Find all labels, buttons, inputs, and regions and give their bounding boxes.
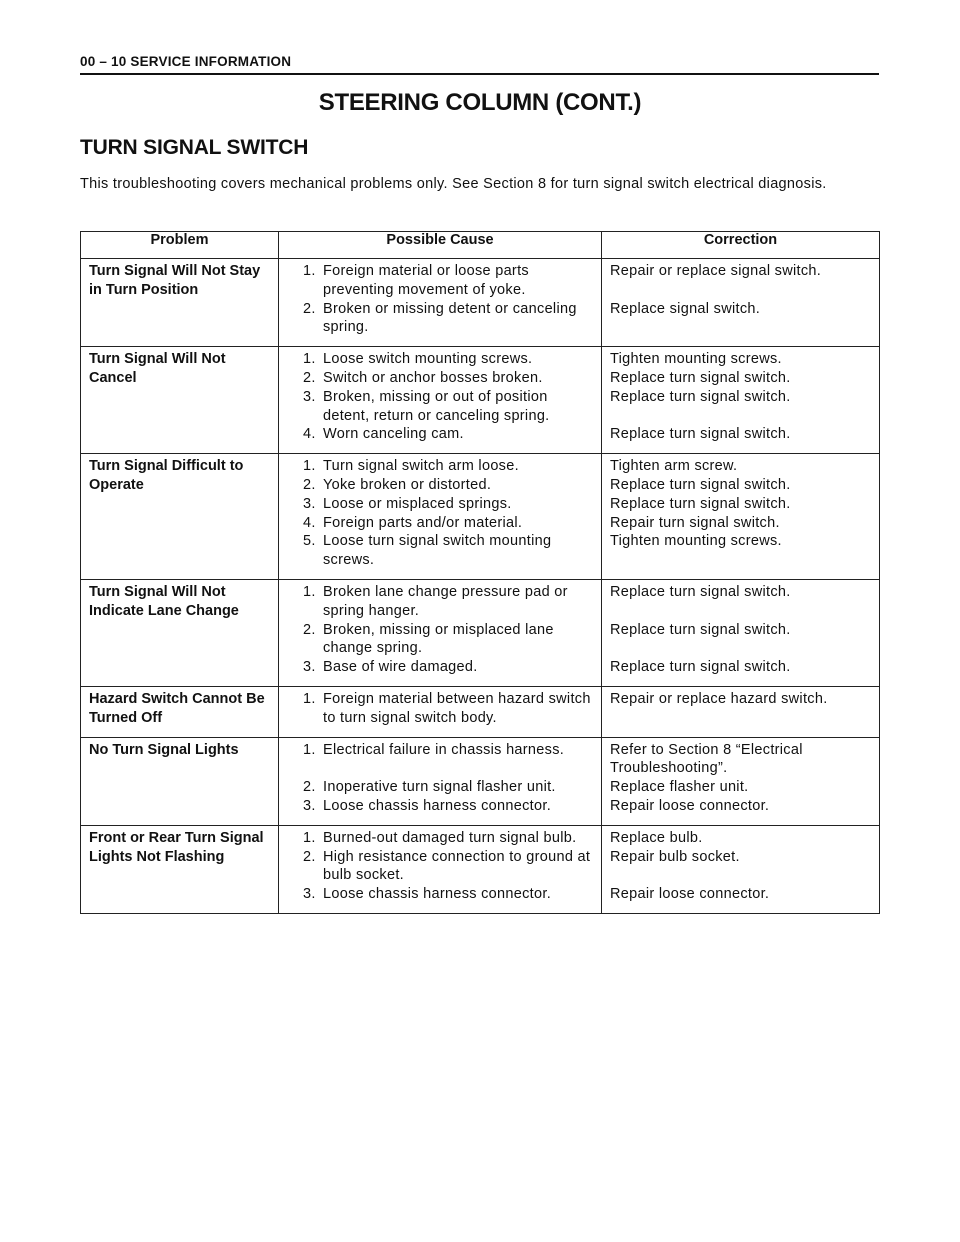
header-rule (80, 73, 879, 75)
cause-list (287, 583, 595, 677)
correction-cell (602, 825, 880, 913)
cause-list (287, 262, 595, 337)
cause-number: 1. (303, 583, 316, 600)
correction-item: Replace turn signal switch. (610, 495, 791, 512)
correction-item: Replace signal switch. (610, 300, 761, 317)
correction-item: Replace turn signal switch. (610, 388, 791, 405)
table-row (81, 347, 880, 454)
problem-cell: No Turn Signal Lights (81, 737, 279, 825)
cause-number: 2. (303, 369, 316, 386)
cause-cell (279, 825, 602, 913)
correction-item: Replace flasher unit. (610, 779, 749, 796)
cause-text: Turn signal switch arm loose. (323, 458, 519, 475)
cause-cell (279, 259, 602, 347)
table-header-row (81, 232, 880, 259)
cause-number: 3. (303, 388, 316, 405)
table-row (81, 454, 880, 580)
cause-text: Foreign material or loose parts preventing movement of yoke. (323, 263, 529, 298)
cause-list (287, 741, 595, 816)
cause-text (323, 759, 595, 778)
section-title: TURN SIGNAL SWITCH (80, 136, 309, 159)
problem-cell: Front or Rear Turn Signal Lights Not Flashing (81, 825, 279, 913)
cause-text: Loose chassis harness connector. (323, 886, 552, 903)
page-header: 00 – 10 SERVICE INFORMATION (80, 54, 292, 69)
correction-item (610, 281, 873, 300)
cause-text: Foreign material between hazard switch to turn signal switch body. (323, 690, 591, 726)
cause-number: 2. (303, 848, 316, 865)
cause-item (303, 741, 595, 760)
cause-number: 1. (303, 690, 316, 707)
cause-item (303, 425, 595, 444)
correction-item: Replace turn signal switch. (610, 476, 791, 493)
cause-number: 3. (303, 495, 316, 512)
correction-item (610, 639, 873, 658)
cause-number: 4. (303, 426, 316, 443)
cause-list (287, 457, 595, 570)
correction-item: Repair loose connector. (610, 797, 770, 814)
cause-item (303, 885, 595, 904)
cause-number (303, 759, 323, 778)
problem-cell: Turn Signal Difficult to Operate (81, 454, 279, 580)
cause-item (303, 495, 595, 514)
correction-cell (602, 686, 880, 737)
correction-item: Tighten mounting screws. (610, 351, 782, 368)
header-possible-cause: Possible Cause (279, 232, 602, 259)
cause-list (287, 350, 595, 444)
correction-item: Repair or replace signal switch. (610, 263, 822, 279)
cause-number: 3. (303, 659, 316, 676)
cause-cell (279, 579, 602, 686)
cause-text: Yoke broken or distorted. (323, 476, 492, 493)
cause-number: 1. (303, 458, 316, 475)
cause-number: 4. (303, 514, 316, 531)
cause-cell (279, 454, 602, 580)
table-row (81, 579, 880, 686)
cause-item (303, 262, 595, 300)
problem-cell: Hazard Switch Cannot Be Turned Off (81, 686, 279, 737)
cause-text: Foreign parts and/or material. (323, 514, 523, 531)
cause-item (303, 759, 595, 778)
cause-item (303, 388, 595, 426)
problem-cell: Turn Signal Will Not Cancel (81, 347, 279, 454)
correction-item: Replace turn signal switch. (610, 583, 791, 600)
intro-paragraph: This troubleshooting covers mechanical problems only. See Section 8 for turn signal switch electrical diagnosis. (80, 176, 827, 192)
cause-cell (279, 347, 602, 454)
cause-text: Loose switch mounting screws. (323, 351, 533, 368)
cause-text: Loose or misplaced springs. (323, 495, 512, 512)
cause-text: Loose chassis harness connector. (323, 797, 552, 814)
cause-text: Inoperative turn signal flasher unit. (323, 779, 556, 796)
cause-number: 2. (303, 779, 316, 796)
cause-text: Electrical failure in chassis harness. (323, 741, 565, 758)
correction-cell (602, 737, 880, 825)
correction-item: Replace turn signal switch. (610, 369, 791, 386)
table-row (81, 825, 880, 913)
problem-cell: Turn Signal Will Not Indicate Lane Change (81, 579, 279, 686)
correction-item (610, 407, 873, 426)
cause-item (303, 621, 595, 659)
cause-item (303, 829, 595, 848)
cause-cell (279, 686, 602, 737)
cause-list (287, 690, 595, 728)
header-problem: Problem (81, 232, 279, 259)
cause-text: Burned-out damaged turn signal bulb. (323, 829, 577, 846)
correction-item: Tighten mounting screws. (610, 533, 782, 550)
table-row (81, 737, 880, 825)
cause-number: 2. (303, 621, 316, 638)
cause-text: Broken or missing detent or canceling spring. (323, 300, 577, 336)
table-body (81, 259, 880, 914)
cause-cell (279, 737, 602, 825)
correction-item: Replace turn signal switch. (610, 659, 791, 676)
cause-item (303, 658, 595, 677)
cause-number: 1. (303, 351, 316, 368)
correction-item: Repair turn signal switch. (610, 514, 780, 531)
cause-text: Switch or anchor bosses broken. (323, 369, 543, 386)
correction-cell (602, 259, 880, 347)
correction-item: Replace turn signal switch. (610, 621, 791, 638)
cause-number: 1. (303, 741, 316, 758)
cause-text: High resistance connection to ground at bulb socket. (323, 848, 591, 884)
cause-text: Worn canceling cam. (323, 426, 464, 443)
cause-item (303, 532, 595, 570)
correction-item: Replace bulb. (610, 829, 703, 846)
correction-item (610, 602, 873, 621)
cause-item (303, 848, 595, 886)
correction-cell (602, 579, 880, 686)
cause-number: 2. (303, 476, 316, 493)
troubleshooting-table (80, 231, 880, 914)
cause-item (303, 476, 595, 495)
cause-item (303, 457, 595, 476)
cause-number: 3. (303, 886, 316, 903)
cause-item (303, 300, 595, 338)
cause-text: Broken, missing or out of position detent, return or canceling spring. (323, 388, 550, 424)
cause-item (303, 778, 595, 797)
correction-cell (602, 347, 880, 454)
cause-list (287, 829, 595, 904)
page-title: STEERING COLUMN (CONT.) (318, 89, 642, 116)
table-row (81, 259, 880, 347)
table-row (81, 686, 880, 737)
correction-item: Replace turn signal switch. (610, 426, 791, 443)
correction-cell (602, 454, 880, 580)
cause-text: Loose turn signal switch mounting screws. (323, 533, 552, 569)
correction-item: Repair or replace hazard switch. (610, 690, 828, 707)
correction-item: Refer to Section 8 “Electrical Troubleshooting”. (610, 741, 803, 777)
header-correction: Correction (602, 232, 880, 259)
cause-item (303, 797, 595, 816)
correction-item: Tighten arm screw. (610, 458, 738, 475)
cause-item (303, 350, 595, 369)
correction-item (610, 866, 873, 885)
cause-text: Broken lane change pressure pad or spring hanger. (323, 583, 568, 619)
cause-text: Base of wire damaged. (323, 659, 478, 676)
cause-text: Broken, missing or misplaced lane change spring. (323, 621, 554, 657)
cause-item (303, 514, 595, 533)
cause-number: 1. (303, 829, 316, 846)
cause-number: 5. (303, 533, 316, 550)
cause-item (303, 369, 595, 388)
cause-number: 3. (303, 797, 316, 814)
cause-number: 2. (303, 300, 316, 317)
cause-item (303, 583, 595, 621)
problem-cell: Turn Signal Will Not Stay in Turn Position (81, 259, 279, 347)
correction-item: Repair loose connector. (610, 886, 770, 903)
cause-number: 1. (303, 263, 316, 279)
correction-item: Repair bulb socket. (610, 848, 740, 865)
cause-item (303, 690, 595, 728)
